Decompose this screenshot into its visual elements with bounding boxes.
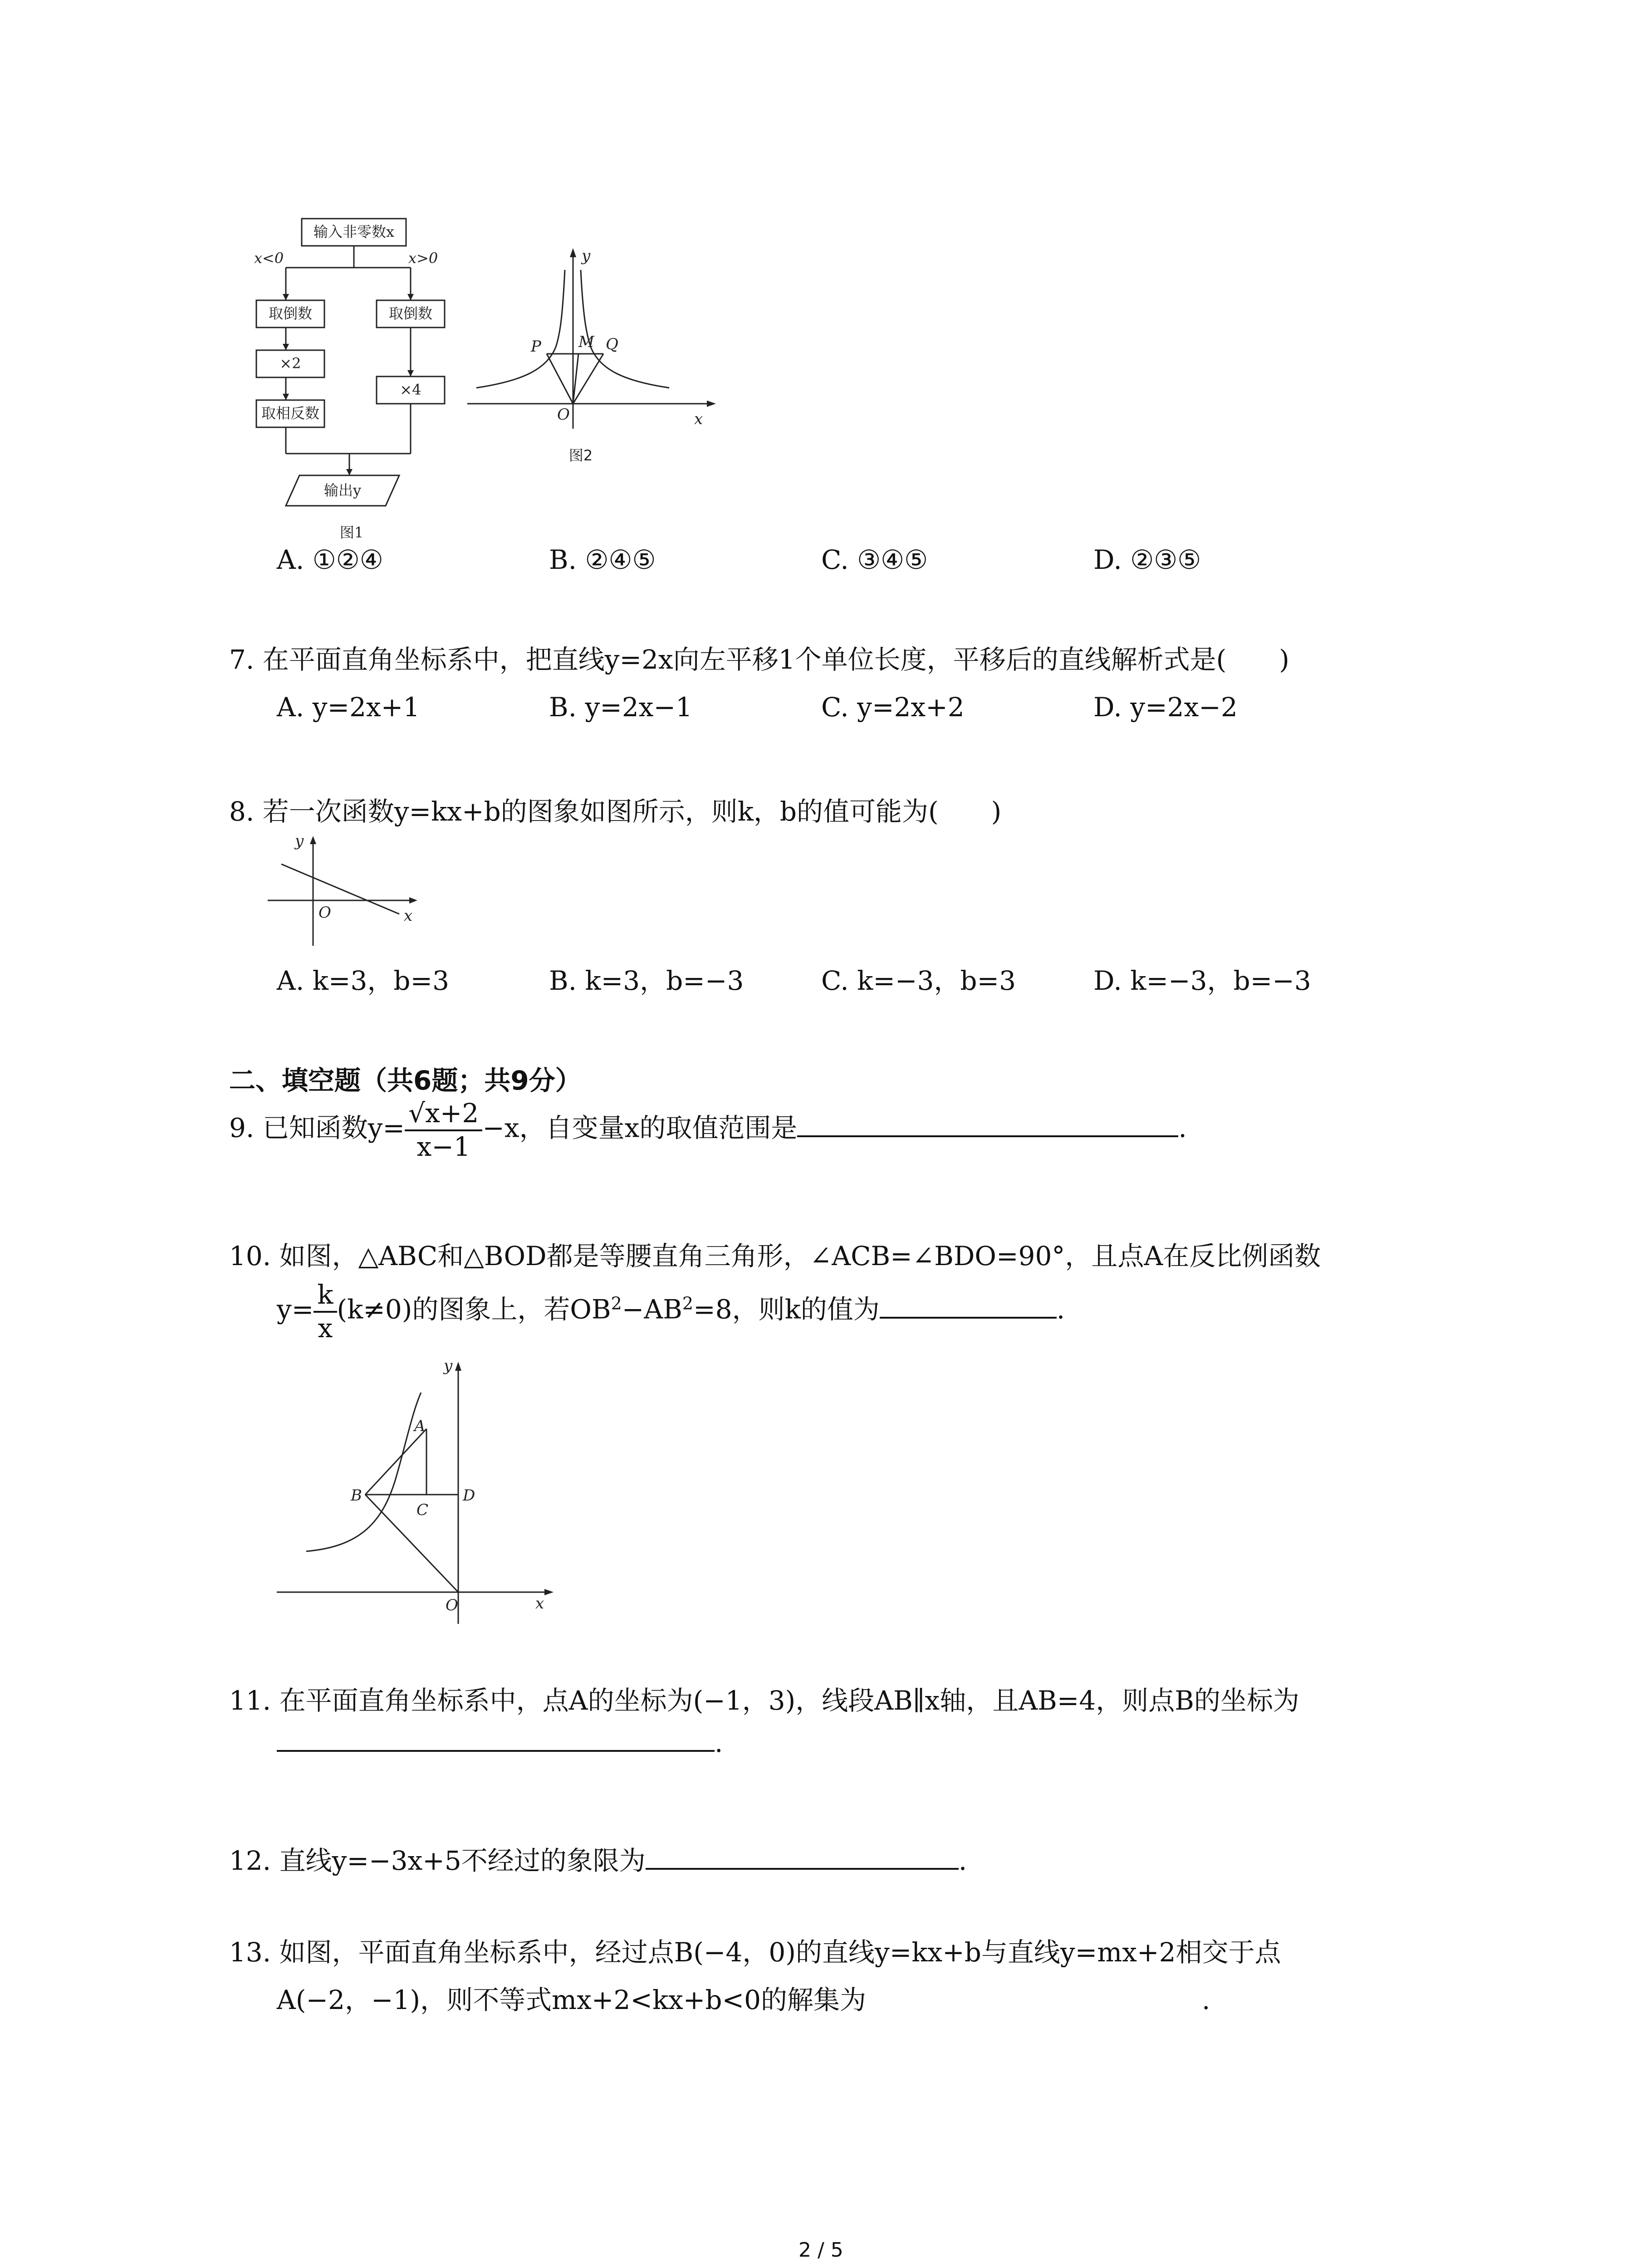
q10-denominator: x <box>318 1312 333 1344</box>
q6-option-c: C. ③④⑤ <box>821 544 928 575</box>
q10-answer-blank[interactable] <box>880 1290 1057 1319</box>
fig2-y-label: y <box>582 247 591 265</box>
flow-left-step3: 取相反数 <box>261 405 320 422</box>
q9-end: . <box>1178 1112 1187 1144</box>
q9-prefix: 9. 已知函数y= <box>229 1112 405 1144</box>
q10-fig-origin: O <box>446 1596 458 1614</box>
fig2-point-q: Q <box>606 335 618 353</box>
q10-fig-point-d: D <box>463 1486 475 1505</box>
q9-answer-blank[interactable] <box>797 1109 1178 1137</box>
q7-option-d: D. y=2x−2 <box>1093 692 1238 723</box>
flow-left-step1: 取倒数 <box>268 305 313 322</box>
q12-text: 12. 直线y=−3x+5不经过的象限为 <box>229 1845 646 1876</box>
fig2-point-m: M <box>578 333 594 351</box>
q11-stem: 11. 在平面直角坐标系中，点A的坐标为(−1，3)，线段AB∥x轴，且AB=4，则点B的坐标为 <box>229 1685 1299 1716</box>
q8-option-a: A. k=3，b=3 <box>277 965 450 996</box>
hyperbola-figure <box>467 243 721 469</box>
q7-option-a: A. y=2x+1 <box>277 692 420 723</box>
q8-line-figure <box>263 832 426 950</box>
q10-numerator: k <box>314 1279 337 1313</box>
q11-line2 <box>277 1724 723 1759</box>
q12-end: . <box>958 1845 967 1876</box>
q10-figure <box>277 1356 567 1628</box>
q10-rest-b: −AB <box>622 1294 682 1325</box>
q10-end: . <box>1056 1294 1065 1325</box>
q13-text: A(−2，−1)，则不等式mx+2<kx+b<0的解集为 <box>277 1984 867 2015</box>
flow-output-label: 输出y <box>323 482 362 499</box>
q8-fig-origin: O <box>318 904 331 922</box>
q9-suffix: −x，自变量x的取值范围是 <box>482 1112 798 1144</box>
section-title: 二、填空题（共6题；共9分） <box>229 1065 582 1096</box>
q7-stem: 7. 在平面直角坐标系中，把直线y=2x向左平移1个单位长度，平移后的直线解析式是( ) <box>229 644 1289 675</box>
q9-numerator: √x+2 <box>405 1098 482 1131</box>
q6-option-b: B. ②④⑤ <box>549 544 656 575</box>
flow-right-step2: ×4 <box>400 381 421 398</box>
flow-input-label: 输入非零数x <box>313 223 395 240</box>
flow-branch-left: x<0 <box>254 249 284 267</box>
q10-line2 <box>277 1279 1065 1344</box>
flowchart-figure <box>254 213 454 549</box>
q8-fig-y-label: y <box>295 832 304 850</box>
q12-stem <box>229 1842 967 1877</box>
q9-fraction <box>405 1098 482 1163</box>
q10-fig-point-a: A <box>414 1417 426 1435</box>
fig1-caption: 图1 <box>339 524 364 541</box>
q10-sup2: 2 <box>682 1293 694 1314</box>
flow-branch-right: x>0 <box>408 249 438 267</box>
q10-y-eq: y= <box>277 1294 314 1325</box>
q10-fraction <box>314 1279 337 1344</box>
q13-line2 <box>277 1984 1210 2016</box>
q7-option-b: B. y=2x−1 <box>549 692 692 723</box>
q7-option-c: C. y=2x+2 <box>821 692 965 723</box>
q8-fig-x-label: x <box>404 907 413 925</box>
q8-option-c: C. k=−3，b=3 <box>821 965 1016 996</box>
q13-end: . <box>1202 1984 1210 2015</box>
fig2-origin: O <box>557 406 570 424</box>
fig2-x-label: x <box>694 410 703 428</box>
q6-option-a: A. ①②④ <box>277 544 383 575</box>
q10-fig-point-b: B <box>351 1486 362 1505</box>
q10-sup1: 2 <box>611 1293 622 1314</box>
q8-option-d: D. k=−3，b=−3 <box>1093 965 1311 996</box>
q11-answer-blank[interactable] <box>277 1724 715 1752</box>
q10-rest-c: =8，则k的值为 <box>693 1294 880 1325</box>
q10-fig-x-label: x <box>535 1594 544 1613</box>
q9-denominator: x−1 <box>416 1131 470 1162</box>
flow-left-step2: ×2 <box>279 355 301 372</box>
q8-option-b: B. k=3，b=−3 <box>549 965 744 996</box>
q10-fig-y-label: y <box>444 1357 453 1375</box>
q10-fig-point-c: C <box>416 1501 429 1519</box>
q9-stem <box>229 1098 1187 1163</box>
q12-answer-blank[interactable] <box>646 1842 959 1870</box>
q11-end: . <box>715 1727 723 1758</box>
fig2-point-p: P <box>531 337 541 356</box>
q10-rest-a: (k≠0)的图象上，若OB <box>337 1294 611 1325</box>
flow-right-step1: 取倒数 <box>388 305 433 322</box>
q6-option-d: D. ②③⑤ <box>1093 544 1201 575</box>
fig2-caption: 图2 <box>568 447 593 464</box>
page-number: 2 / 5 <box>798 2239 843 2262</box>
q13-line1: 13. 如图，平面直角坐标系中，经过点B(−4，0)的直线y=kx+b与直线y=mx+2相交于点 <box>229 1937 1281 1968</box>
q10-line1: 10. 如图，△ABC和△BOD都是等腰直角三角形，∠ACB=∠BDO=90°，且点A在反比例函数 <box>229 1241 1321 1271</box>
q8-stem: 8. 若一次函数y=kx+b的图象如图所示，则k，b的值可能为( ) <box>229 796 1002 827</box>
